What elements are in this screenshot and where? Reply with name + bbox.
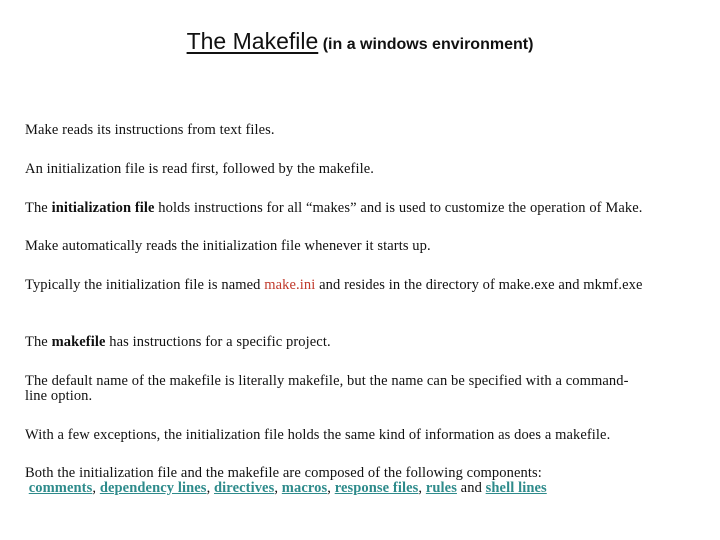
paragraph-makefile-purpose <box>25 335 705 350</box>
paragraph-text: has instructions for a specific project. <box>105 334 331 350</box>
separator: and <box>456 480 486 496</box>
separator: , <box>92 480 100 496</box>
paragraph-text: The <box>25 200 52 216</box>
paragraph-init-file-purpose <box>25 201 705 216</box>
paragraph-components <box>25 466 705 496</box>
link-directives[interactable]: directives <box>214 480 275 496</box>
paragraph-line-1: The default name of the makefile is literally makefile, but the name can be specified with a command- <box>25 373 629 389</box>
link-dependency-lines[interactable]: dependency lines <box>99 480 207 496</box>
bold-term-makefile: makefile <box>51 334 106 350</box>
paragraph-line-2: line option. <box>25 388 93 404</box>
link-macros[interactable]: macros <box>281 480 328 496</box>
highlight-make-ini: make.ini <box>264 277 316 293</box>
paragraph-text: Typically the initialization file is named <box>25 277 265 293</box>
paragraph-text: and resides in the directory of make.exe and mkmf.exe <box>315 277 643 293</box>
bold-term-initialization-file: initialization file <box>51 200 155 216</box>
paragraph-init-first: An initialization file is read first, followed by the makefile. <box>25 161 374 177</box>
paragraph-make-ini <box>25 278 705 293</box>
paragraph-auto-read: Make automatically reads the initialization file whenever it starts up. <box>25 238 431 254</box>
paragraph-text: The <box>25 334 52 350</box>
link-comments[interactable]: comments <box>28 480 93 496</box>
separator: , <box>327 480 335 496</box>
paragraph-text: holds instructions for all “makes” and is used to customize the operation of Make. <box>154 200 643 216</box>
paragraph-exceptions: With a few exceptions, the initialization file holds the same kind of information as does a makefile. <box>25 427 611 443</box>
separator: , <box>206 480 215 496</box>
separator: , <box>418 480 426 496</box>
paragraph-line-1: Both the initialization file and the makefile are composed of the following components: <box>25 465 542 481</box>
separator: , <box>274 480 282 496</box>
link-response-files[interactable]: response files <box>334 480 419 496</box>
link-shell-lines[interactable]: shell lines <box>485 480 547 496</box>
title-main: The Makefile <box>186 28 319 54</box>
title-subtitle: (in a windows environment) <box>322 36 534 53</box>
slide-title <box>0 28 720 55</box>
paragraph-default-name <box>25 374 705 404</box>
paragraph-make-reads: Make reads its instructions from text files. <box>25 122 275 138</box>
link-rules[interactable]: rules <box>425 480 457 496</box>
